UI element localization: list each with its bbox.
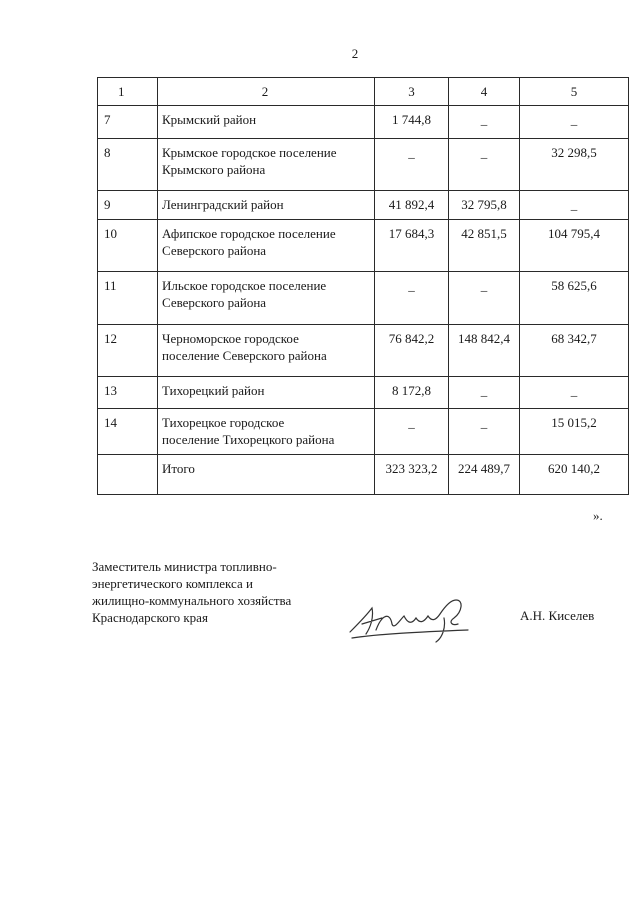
row-number-cell	[98, 220, 158, 272]
column-4-cell-value: _	[480, 145, 488, 160]
table-row	[98, 325, 629, 377]
header-cell: 4	[449, 78, 520, 106]
column-5-cell	[520, 455, 629, 495]
row-name-line: Афипское городское поселение	[162, 226, 336, 241]
row-name-line: Крымское городское поселение	[162, 145, 337, 160]
header-cell: 2	[158, 78, 375, 106]
column-5-cell	[520, 377, 629, 409]
table-body	[98, 106, 629, 495]
signer-title-line: Заместитель министра топливно-	[92, 559, 277, 574]
column-4-cell-value: 224 489,7	[458, 461, 510, 476]
column-5-cell-value: 104 795,4	[548, 226, 600, 241]
row-number: 7	[104, 112, 111, 127]
allocation-table	[97, 77, 629, 495]
row-name-line: Черноморское городское	[162, 331, 299, 346]
row-name-line: Северского района	[162, 295, 267, 310]
row-number-cell	[98, 272, 158, 325]
column-4-cell-value: 148 842,4	[458, 331, 510, 346]
row-number-cell	[98, 191, 158, 220]
row-number-cell	[98, 325, 158, 377]
column-4-cell	[449, 455, 520, 495]
column-3-cell	[375, 139, 449, 191]
row-name-line: Северского района	[162, 243, 267, 258]
column-3-cell-value: 41 892,4	[388, 197, 435, 212]
row-name-line: поселение Северского района	[162, 348, 327, 363]
column-3-cell-value: _	[408, 415, 415, 430]
column-3-cell	[375, 220, 449, 272]
column-3-cell	[375, 455, 449, 495]
table-header-row	[98, 78, 629, 106]
row-name-line: поселение Тихорецкого района	[162, 432, 335, 447]
table-row	[98, 377, 629, 409]
column-4-cell	[449, 409, 520, 455]
column-3-cell	[375, 106, 449, 139]
column-3-cell-value: _	[408, 145, 415, 160]
column-4-cell	[449, 106, 520, 139]
column-5-cell-value: 620 140,2	[548, 461, 600, 476]
table-row	[98, 106, 629, 139]
column-5-cell	[520, 106, 629, 139]
row-number-cell	[98, 409, 158, 455]
column-3-cell-value: 76 842,2	[388, 331, 435, 346]
row-number-cell	[98, 455, 158, 495]
column-3-cell-value: 323 323,2	[385, 461, 438, 476]
column-3-cell-value: _	[408, 278, 415, 293]
row-number	[104, 455, 157, 460]
row-name-line: Крымский район	[162, 112, 257, 127]
column-3-cell-value: 1 744,8	[392, 112, 431, 127]
column-5-cell-value: 15 015,2	[551, 415, 597, 430]
column-4-cell-value: 42 851,5	[461, 226, 507, 241]
row-name-cell	[158, 377, 375, 409]
column-5-cell-value: _	[570, 197, 578, 212]
row-number: 12	[104, 331, 117, 346]
column-4-cell	[449, 377, 520, 409]
table-row	[98, 272, 629, 325]
row-name-line: Итого	[162, 461, 195, 476]
table-row	[98, 409, 629, 455]
row-name-line: Ильское городское поселение	[162, 278, 327, 293]
row-number: 9	[104, 197, 111, 212]
column-4-cell	[449, 220, 520, 272]
column-5-cell	[520, 220, 629, 272]
column-4-cell	[449, 272, 520, 325]
column-5-cell	[520, 409, 629, 455]
page-number: 2	[351, 46, 359, 61]
table-row	[98, 220, 629, 272]
column-5-cell	[520, 272, 629, 325]
column-4-cell-value: _	[480, 383, 488, 398]
column-4-cell-value: _	[480, 278, 488, 293]
column-4-cell-value: _	[480, 112, 488, 127]
row-name-line: Крымского района	[162, 162, 266, 177]
column-3-cell	[375, 325, 449, 377]
row-name-cell	[158, 106, 375, 139]
row-name-line: Тихорецкое городское	[162, 415, 285, 430]
column-3-cell	[375, 377, 449, 409]
column-5-cell-value: _	[570, 112, 578, 127]
column-5-cell-value: _	[570, 383, 578, 398]
closing-quote: ».	[593, 508, 603, 523]
row-name-cell	[158, 191, 375, 220]
row-number: 14	[104, 415, 117, 430]
table-row	[98, 455, 629, 495]
column-4-cell	[449, 191, 520, 220]
handwritten-signature	[348, 594, 488, 649]
signer-name: А.Н. Киселев	[520, 608, 595, 623]
row-name-cell	[158, 139, 375, 191]
row-number: 10	[104, 226, 117, 241]
header-cell: 5	[520, 78, 629, 106]
column-5-cell-value: 68 342,7	[551, 331, 597, 346]
column-5-cell-value: 58 625,6	[551, 278, 597, 293]
row-number: 11	[104, 278, 117, 293]
row-name-line: Тихорецкий район	[162, 383, 265, 398]
column-4-cell	[449, 325, 520, 377]
row-name-cell	[158, 455, 375, 495]
table-row	[98, 191, 629, 220]
column-5-cell	[520, 139, 629, 191]
column-3-cell	[375, 409, 449, 455]
column-4-cell-value: 32 795,8	[461, 197, 507, 212]
column-4-cell	[449, 139, 520, 191]
column-5-cell	[520, 191, 629, 220]
header-cell: 3	[375, 78, 449, 106]
column-5-cell-value: 32 298,5	[551, 145, 597, 160]
row-number-cell	[98, 139, 158, 191]
row-name-cell	[158, 272, 375, 325]
column-5-cell	[520, 325, 629, 377]
column-3-cell-value: 17 684,3	[388, 226, 435, 241]
column-3-cell-value: 8 172,8	[392, 383, 431, 398]
header-cell: 1	[98, 78, 158, 106]
table-row	[98, 139, 629, 191]
row-number-cell	[98, 377, 158, 409]
signer-title-line: Краснодарского края	[92, 610, 208, 625]
column-4-cell-value: _	[480, 415, 488, 430]
signer-title	[92, 558, 332, 626]
column-3-cell	[375, 272, 449, 325]
row-name-cell	[158, 409, 375, 455]
row-name-cell	[158, 220, 375, 272]
row-number: 8	[104, 145, 111, 160]
row-number-cell	[98, 106, 158, 139]
signer-title-line: энергетического комплекса и	[92, 576, 253, 591]
signer-title-line: жилищно-коммунального хозяйства	[92, 593, 292, 608]
row-name-line: Ленинградский район	[162, 197, 284, 212]
column-3-cell	[375, 191, 449, 220]
row-name-cell	[158, 325, 375, 377]
row-number: 13	[104, 383, 117, 398]
